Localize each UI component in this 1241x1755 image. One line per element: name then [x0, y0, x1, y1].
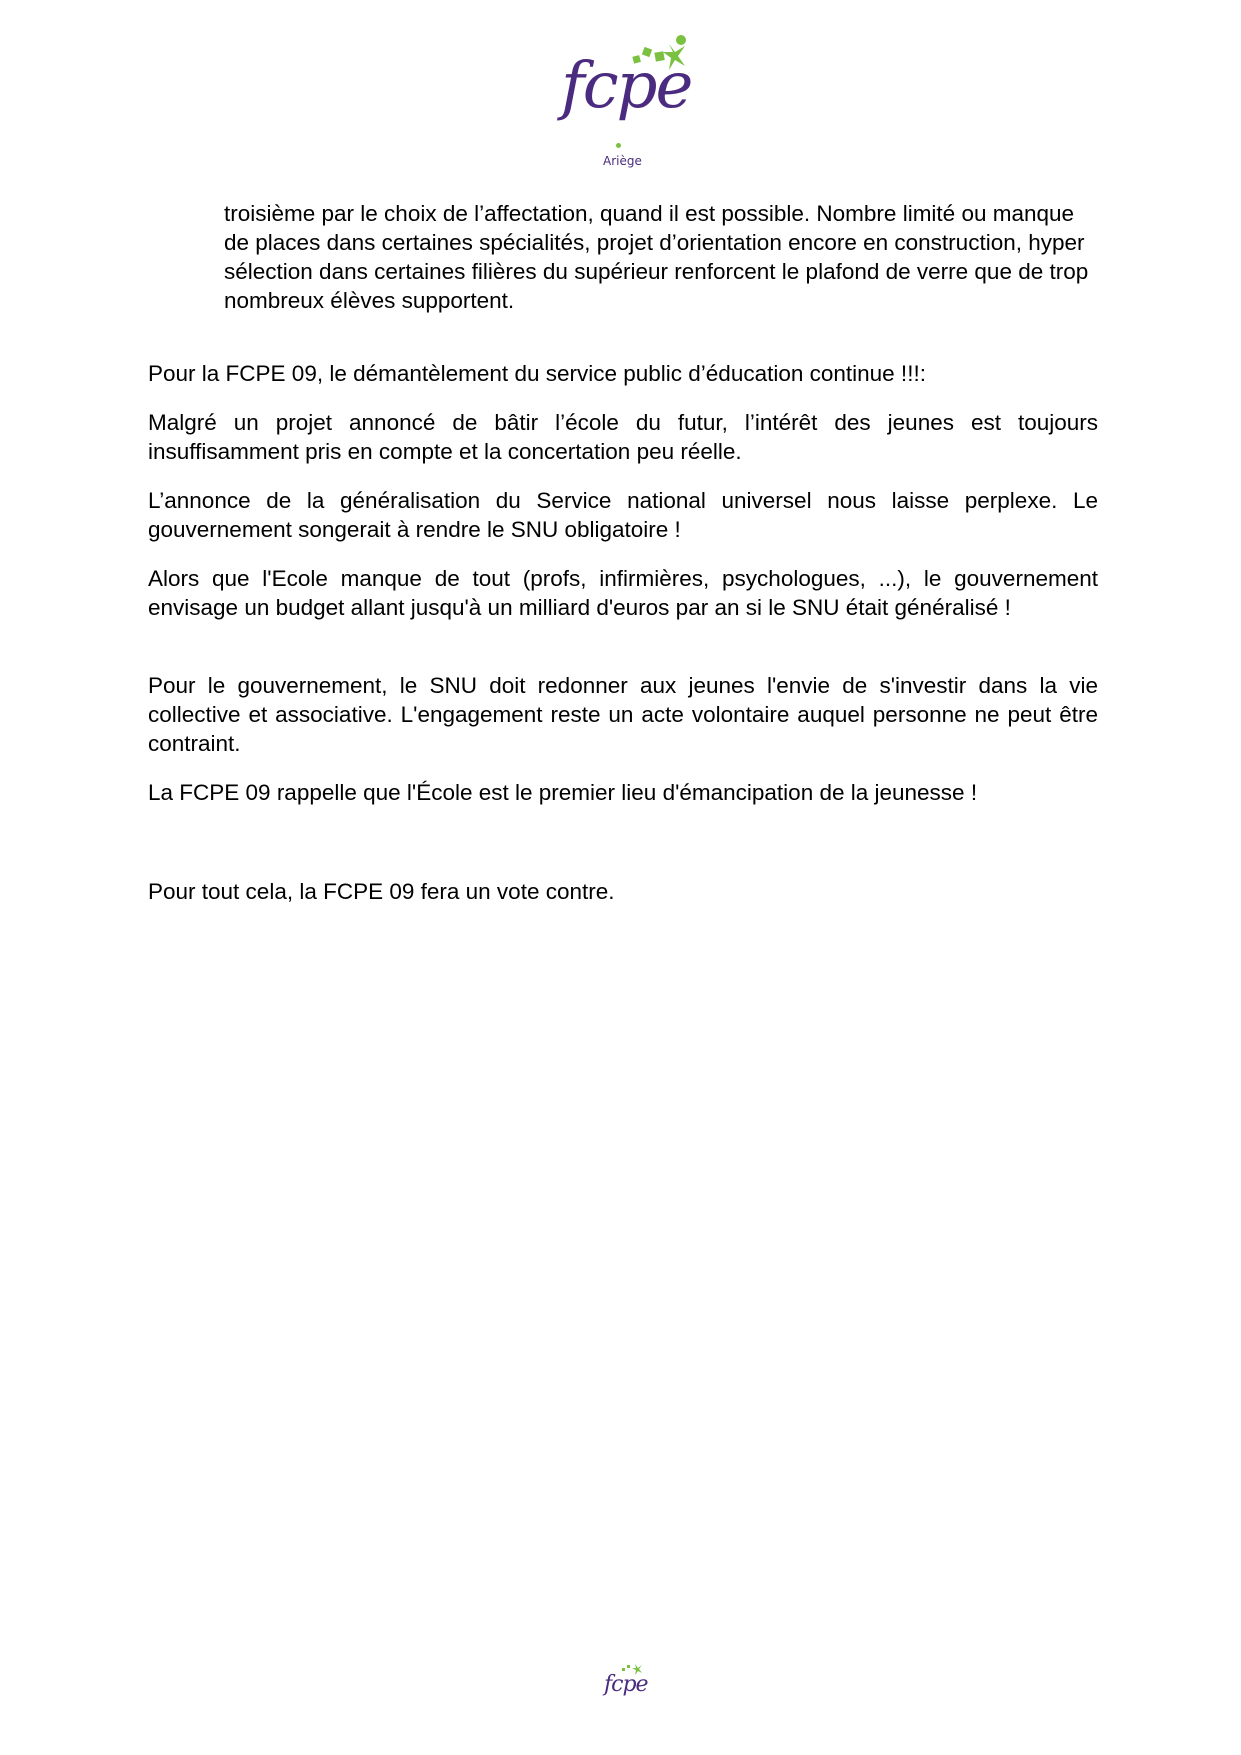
continuation-paragraph: troisième par le choix de l’affectation, quand il est possible. Nombre limité ou manque de places dans certaines spécialités, projet d’orientation encore en construction, hyper sélection dans certaines filières du supérieur renforcent le plafond de verre que de trop nombreux élèves supportent. [224, 201, 1089, 313]
fcpe-wordmark: fcpe [561, 49, 692, 123]
paragraph-ecole-futur: Malgré un projet annoncé de bâtir l’école du futur, l’intérêt des jeunes est toujours insuffisamment pris en compte et la concertation peu réelle. [148, 410, 1098, 464]
logo-dot [616, 143, 621, 148]
paragraph-emancipation: La FCPE 09 rappelle que l'École est le premier lieu d'émancipation de la jeunesse ! [148, 780, 978, 805]
logo-subtitle: Ariège [603, 154, 642, 168]
paragraph-vote: Pour tout cela, la FCPE 09 fera un vote contre. [148, 879, 615, 904]
footer-wordmark: fcpe [604, 1672, 648, 1697]
paragraph-engagement: Pour le gouvernement, le SNU doit redonner aux jeunes l'envie de s'investir dans la vie collective et associative. L'engagement reste un acte volontaire auquel personne ne peut être contraint. [148, 673, 1098, 756]
paragraph-snu-annonce: L’annonce de la généralisation du Service national universel nous laisse perplexe. Le gouvernement songerait à rendre le SNU obligatoire ! [148, 488, 1098, 542]
footer-logo [598, 1660, 648, 1708]
paragraph-budget: Alors que l'Ecole manque de tout (profs, infirmières, psychologues, ...), le gouvernement envisage un budget allant jusqu'à un milliard d'euros par an si le SNU était généralisé ! [148, 566, 1098, 620]
fcpe-logo [555, 30, 695, 175]
heading-paragraph: Pour la FCPE 09, le démantèlement du service public d’éducation continue !!!: [148, 361, 926, 386]
